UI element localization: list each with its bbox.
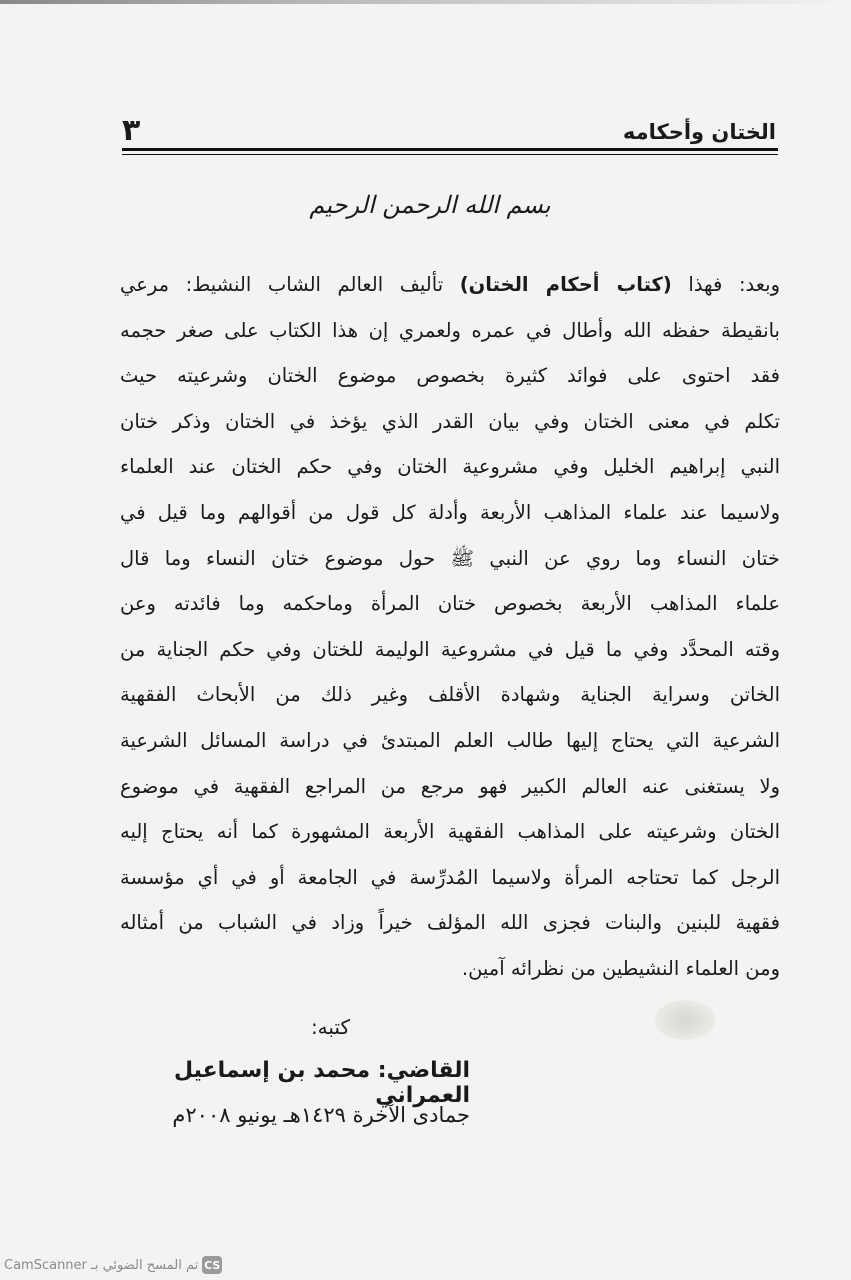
body-line [120,444,780,490]
camscanner-logo-icon: CS [202,1256,222,1274]
body-text-segment: بانقيطة حفظه الله وأطال في عمره ولعمري إن هذا الكتاب على صغر حجمه [120,318,780,342]
written-by-label: كتبه: [310,1015,350,1039]
body-line [120,581,780,627]
body-text-segment: علماء المذاهب الأربعة بخصوص ختان المرأة وماحكمه وما فائدته وعن [120,592,780,616]
body-text-segment: تأليف العالم الشاب النشيط: مرعي [120,273,460,296]
body-text-segment: وقته المحدَّد وفي ما قيل في مشروعية الوليمة للختان وفي حكم الجناية من [120,637,780,661]
body-text-segment: ولاسيما عند علماء المذاهب الأربعة وأدلة كل قول من أقوالهم وما قيل في [120,500,780,524]
body-text-segment: ختان النساء وما روي عن النبي ﷺ حول موضوع ختان النساء وما قال [120,546,780,570]
book-title-bold: (كتاب أحكام الختان) [459,273,672,296]
running-title: الختان وأحكامه [622,120,776,144]
page-number: ٣ [122,113,141,148]
body-paragraph [120,262,780,992]
body-line [120,900,780,946]
page-header [122,112,778,152]
body-line [120,536,780,582]
body-text-segment: النبي إبراهيم الخليل وفي مشروعية الختان وفي حكم الختان عند العلماء [120,455,780,479]
body-text-segment: تكلم في معنى الختان وفي بيان القدر الذي يؤخذ في الختان وذكر ختان [120,409,780,433]
body-text-segment: ولا يستغنى عنه العالم الكبير فهو مرجع من المراجع الفقهية في موضوع [120,774,780,798]
signature-date: جمادى الآخرة ١٤٢٩هـ يونيو ٢٠٠٨م [172,1103,470,1127]
body-line [120,855,780,901]
body-line [120,946,780,992]
body-line [120,718,780,764]
scan-smudge [655,1000,715,1040]
camscanner-text: تم المسح الضوئي بـ CamScanner [4,1257,199,1273]
basmala-calligraphy: بسم الله الرحمن الرحيم [309,191,551,219]
body-line [120,308,780,354]
body-line [120,490,780,536]
body-line [120,353,780,399]
body-text-segment: الشرعية التي يحتاج إليها طالب العلم المبتدئ في دراسة المسائل الشرعية [120,728,780,752]
body-text-segment: الختان وشرعيته على المذاهب الفقهية الأربعة المشهورة كما أنه يحتاج إليه [120,820,780,844]
body-text-segment: الخاتن وسراية الجناية وشهادة الأقلف وغير ذلك من الأبحاث الفقهية [120,683,780,707]
header-rule-thin [122,154,778,155]
body-text-segment: وبعد: فهذا [671,273,780,296]
signatory-name: القاضي: محمد بن إسماعيل العمراني [173,1058,470,1108]
body-line [120,809,780,855]
body-text-segment: فقد احتوى على فوائد كثيرة بخصوص موضوع الختان وشرعيته حيث [120,364,780,388]
body-line [120,672,780,718]
camscanner-watermark [4,1253,222,1277]
body-line [120,764,780,810]
body-line [120,399,780,445]
header-rule-thick [122,148,778,151]
body-line [120,627,780,673]
body-text-segment: فقهية للبنين والبنات فجزى الله المؤلف خيراً وزاد في الشباب من أمثاله [120,911,780,935]
body-text-segment: ومن العلماء النشيطين من نظرائه آمين. [461,956,780,980]
body-text-segment: الرجل كما تحتاجه المرأة ولاسيما المُدرِّسة في الجامعة أو في أي مؤسسة [120,865,780,889]
body-line [120,262,780,308]
